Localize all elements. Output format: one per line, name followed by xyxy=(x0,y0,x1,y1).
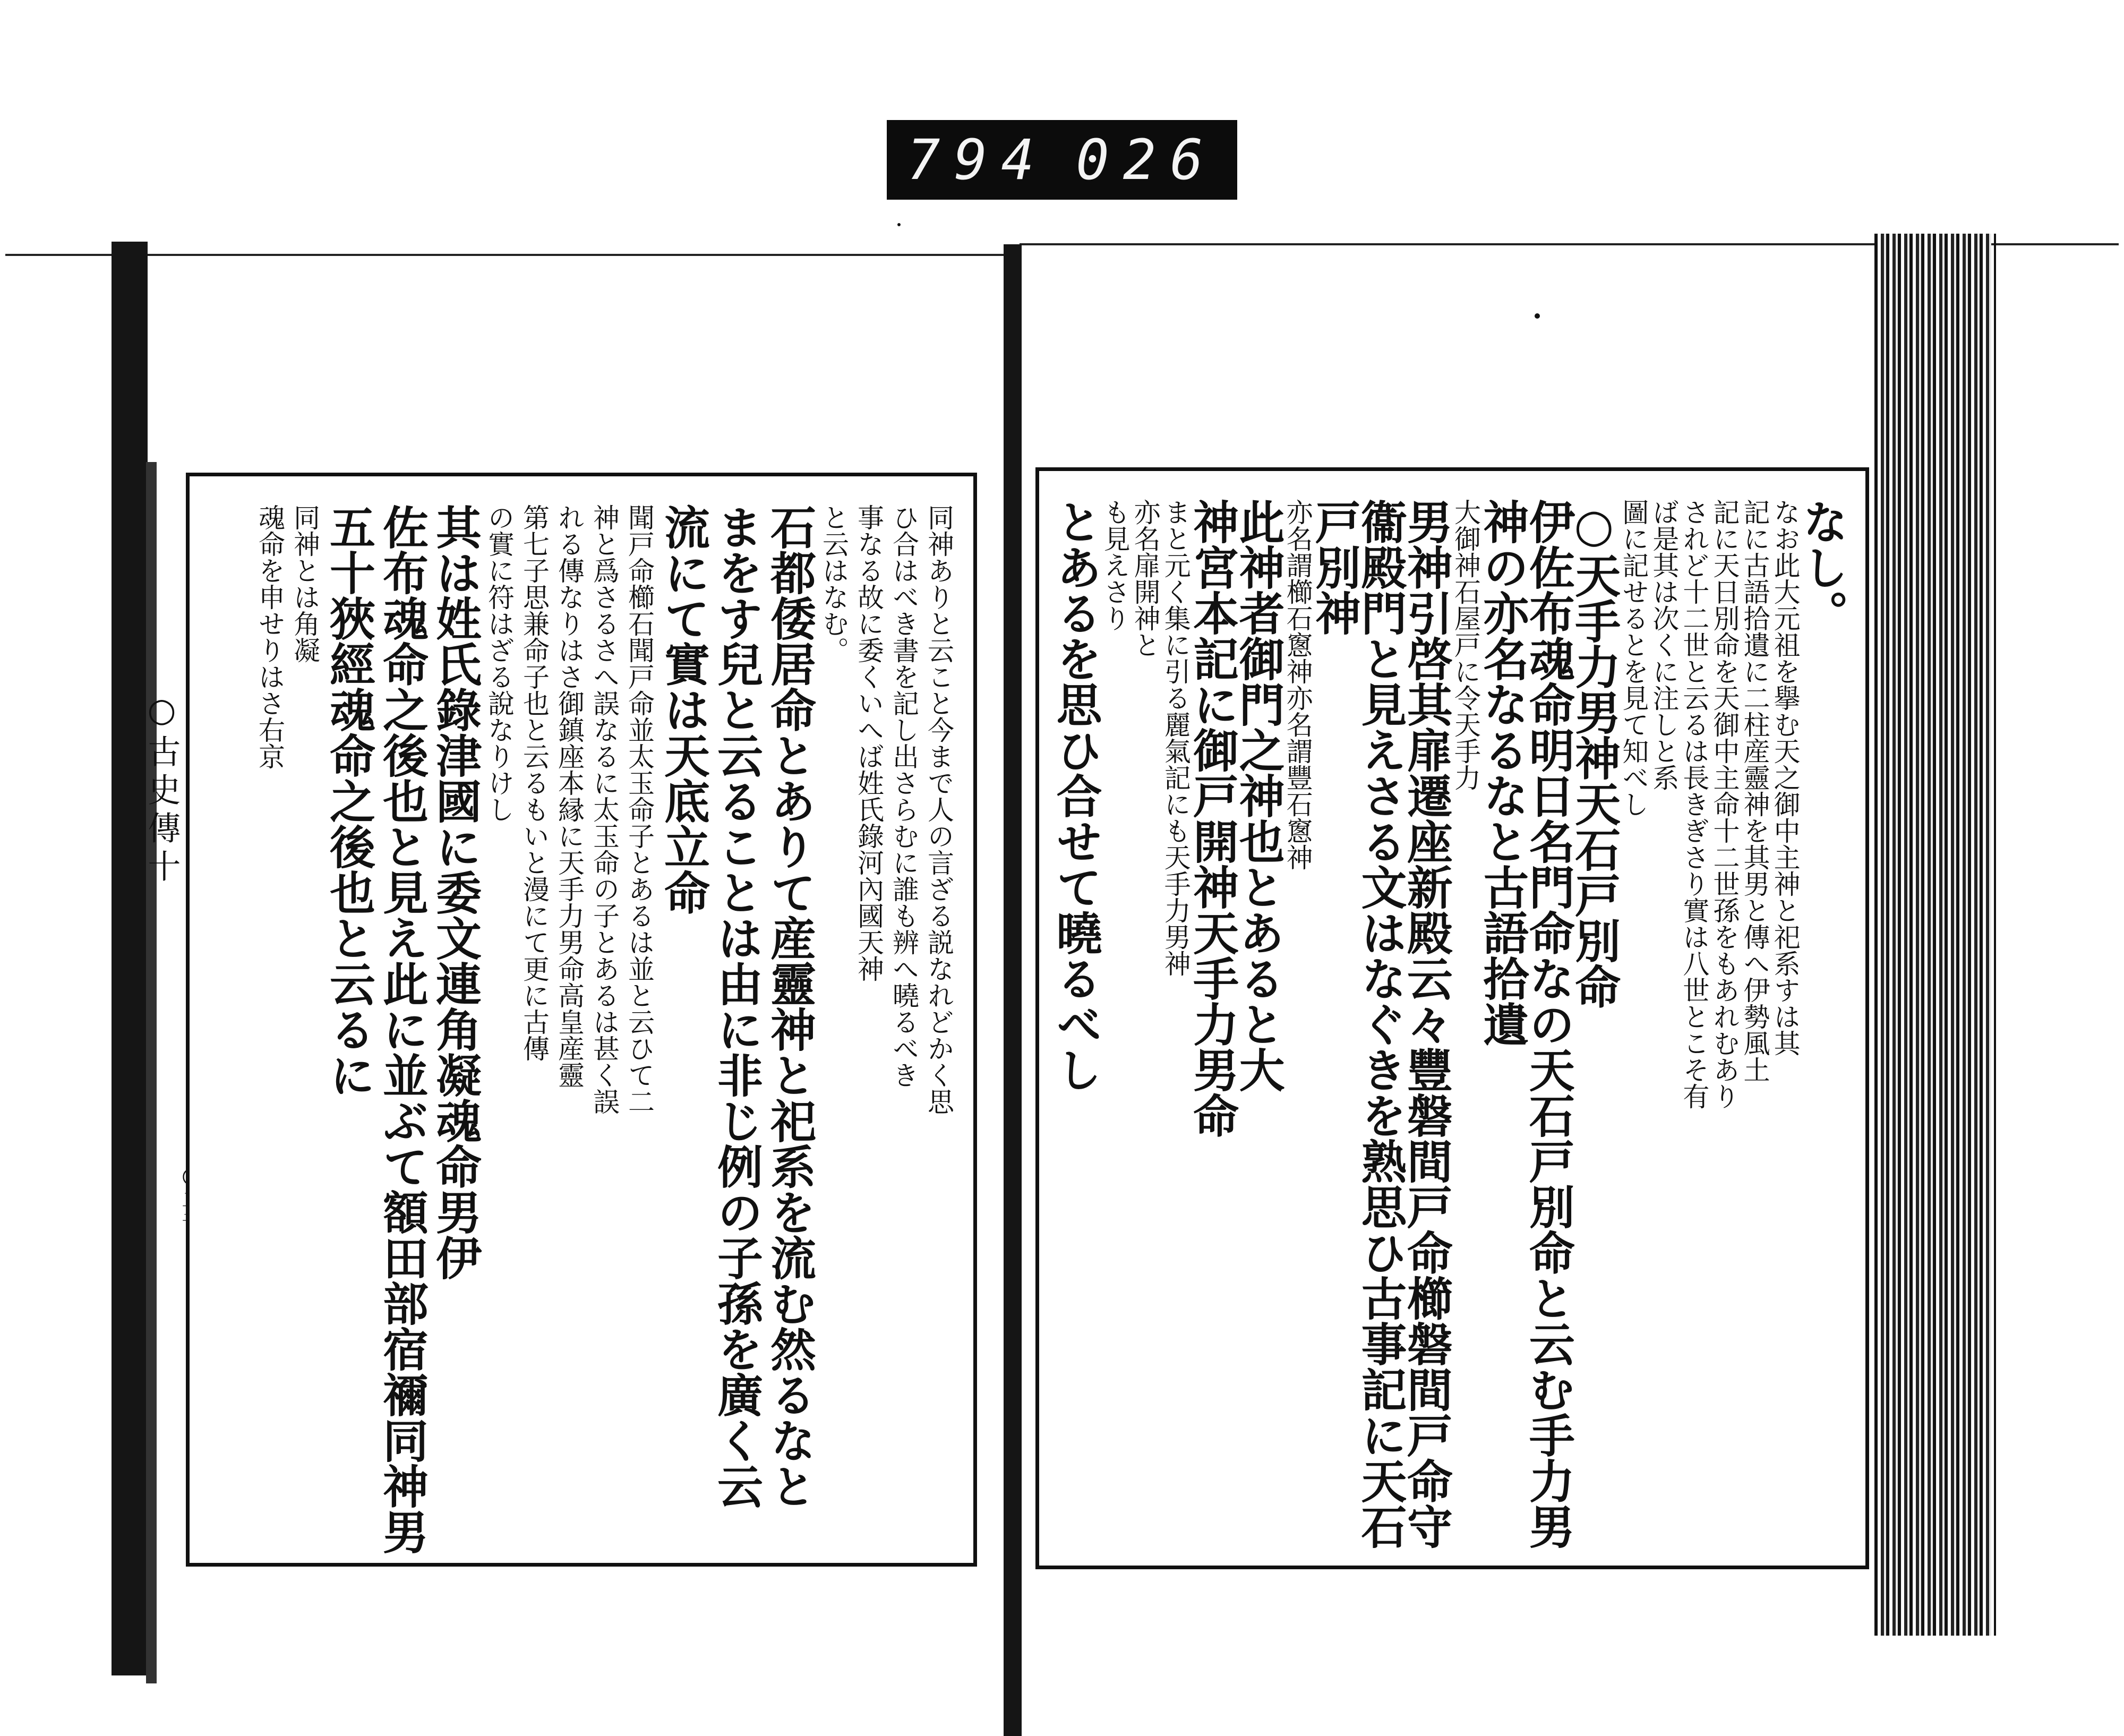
frame-number-left: 794 xyxy=(907,127,1048,192)
left-page-binding-edge xyxy=(112,242,148,1675)
text-column: 神宮本記に御戸開神天手力男命 xyxy=(1185,499,1239,1138)
text-column: まと元く集に引る麗氣記にも天手力男神 xyxy=(1160,499,1191,977)
right-page-edge-stack xyxy=(1874,234,1991,1636)
right-page-edge-line xyxy=(1994,234,1996,1636)
text-column: れる傳なりはさ御鎮座本縁に天手力男命高皇産靈 xyxy=(554,504,585,1088)
text-column: なお此大元祖を擧む天之御中主神と祀系すは其 xyxy=(1769,499,1801,1056)
text-column: も見えさり xyxy=(1099,499,1130,631)
right-page-text-frame xyxy=(1035,467,1869,1569)
text-column: 佐布魂命之後也と見え此に並ぶて額田部宿禰同神男 xyxy=(375,504,429,1554)
left-page-binding-shadow xyxy=(146,462,157,1683)
text-column: 事なる故に委くいへば姓氏錄河內國天神 xyxy=(853,504,884,982)
right-page-text xyxy=(1048,499,1848,1549)
text-column: と云はなむ。 xyxy=(818,504,849,663)
scan-speck xyxy=(897,223,901,226)
text-column: 男神引啓其扉遷座新殿云々豐磐間戸命櫛磐間戸命守 xyxy=(1399,499,1453,1549)
text-column: 流にて實は天底立命 xyxy=(656,504,710,915)
left-page-text-frame xyxy=(186,473,977,1567)
text-column: とあるを思ひ合せて曉るべし xyxy=(1048,499,1102,1092)
center-gutter xyxy=(1004,244,1022,1736)
text-column: ば是其は次くに注しと系 xyxy=(1648,499,1680,791)
text-column: ○天手力男神天石戸別命 xyxy=(1567,499,1621,1009)
text-column: ひ合はべき書を記し出さらむに誰も辨へ曉るべき xyxy=(888,504,919,1088)
frame-number xyxy=(887,120,1237,200)
text-column: 石都倭居命とありて産靈神と祀系を流む然るなと xyxy=(763,504,816,1509)
text-column: 伊佐布魂命明日名門命なの天石戸別命と云む手力男 xyxy=(1521,499,1575,1549)
text-column: の實に符はざる說なりけし xyxy=(484,504,515,823)
text-column: 衞殿門と見えさる文はなぐきを熟思ひ古事記に天石 xyxy=(1353,499,1407,1549)
frame-number-right: 026 xyxy=(1076,127,1217,192)
text-column: 亦名謂櫛石窻神亦名謂豐石窻神 xyxy=(1282,499,1313,870)
left-page-text xyxy=(208,504,954,1554)
text-column: 聞戸命櫛石聞戸命並太玉命子とあるは並と云ひて二 xyxy=(624,504,655,1115)
text-column: 魂命を申せりはさ右京 xyxy=(254,504,285,769)
text-column: 大御神石屋戸に令天手力 xyxy=(1450,499,1481,791)
text-column: 記に天日別命を天御中主命十二世孫をもあれむあり xyxy=(1709,499,1740,1109)
text-column: 五十狹經魂命之後也と云るに xyxy=(322,504,375,1098)
text-column: 同神ありと云こと今まで人の言ざる説なれどかく思 xyxy=(923,504,954,1115)
text-column: 記に古語拾遺に二柱産靈神を其男と傳へ伊勢風土 xyxy=(1739,499,1770,1083)
text-column: 戸別神 xyxy=(1307,499,1361,636)
text-column: 圖に記せるとを見て知べし xyxy=(1618,499,1649,817)
text-column: 神の亦名なるなと古語拾遺 xyxy=(1475,499,1529,1047)
text-column: 亦名扉開神と xyxy=(1129,499,1161,658)
scan-speck xyxy=(1535,313,1540,319)
text-column: なし。 xyxy=(1795,499,1848,636)
text-column: まをす兒と云ることは由に非じ例の子孫を廣く云 xyxy=(709,504,763,1509)
text-column: 同神とは角凝 xyxy=(289,504,320,663)
left-page-top-edge xyxy=(5,254,1004,256)
text-column: 其は姓氏錄津國に委文連角凝魂命男伊 xyxy=(428,504,482,1280)
text-column: されど十二世と云るは長きぎさり實は八世とこそ有 xyxy=(1678,499,1710,1109)
running-head: ○古史傳十 xyxy=(142,690,181,887)
text-column: 第七子思兼命子也と云るもいと漫にて更に古傳 xyxy=(519,504,550,1062)
text-column: 神と爲さるさへ誤なるに太玉命の子とあるは甚く誤 xyxy=(589,504,620,1115)
text-column: 此神者御門之神也とあると大 xyxy=(1231,499,1285,1092)
